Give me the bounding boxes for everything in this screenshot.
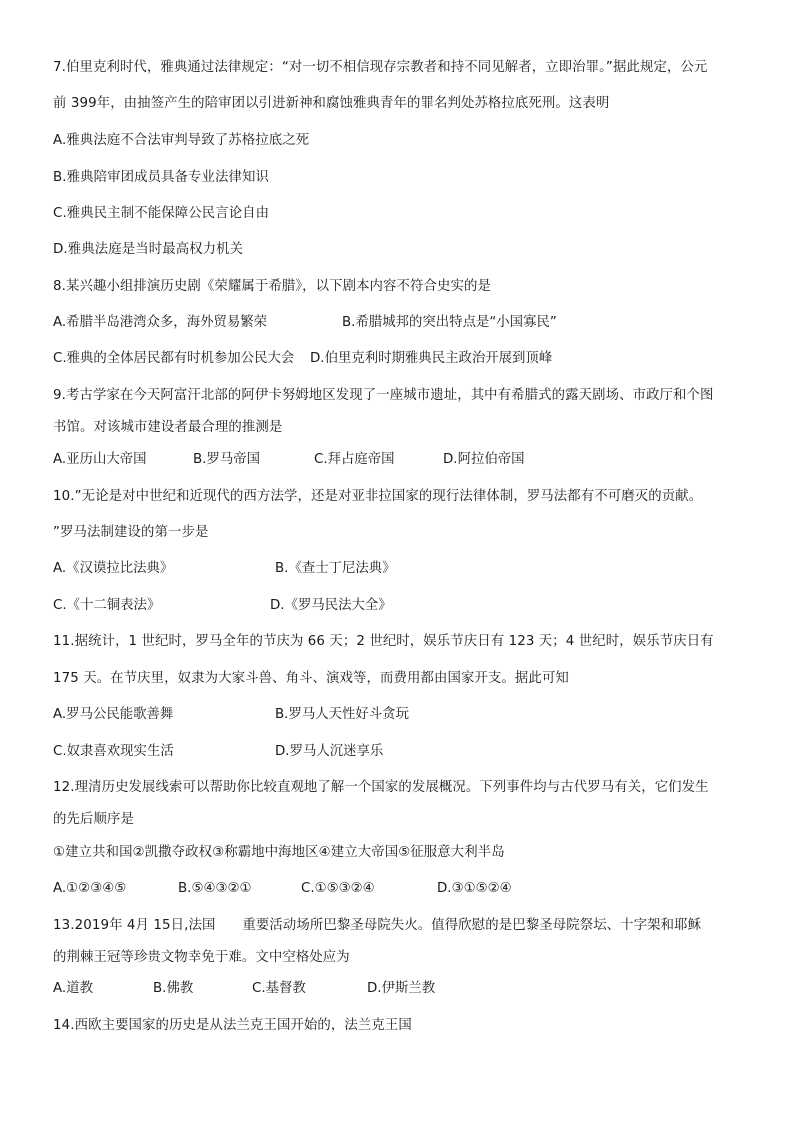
- option-a: A.①②③④⑤: [53, 881, 127, 896]
- option-b: B.罗马帝国: [193, 452, 261, 467]
- option-c: C.基督教: [252, 981, 306, 996]
- option-c: C.《十二铜表法》: [53, 598, 161, 613]
- option-c: C.雅典民主制不能保障公民言论自由: [53, 206, 270, 221]
- option-c: C.拜占庭帝国: [314, 452, 395, 467]
- option-c: C.①⑤③②④: [301, 881, 375, 896]
- question-stem-line: ”罗马法制建设的第一步是: [53, 525, 209, 540]
- option-a: A.雅典法庭不合法审判导致了苏格拉底之死: [53, 133, 310, 148]
- question-stem-line: 12.理清历史发展线索可以帮助你比较直观地了解一个国家的发展概况。下列事件均与古代罗马有关，它们发生: [53, 780, 709, 795]
- option-a: A.亚历山大帝国: [53, 452, 147, 467]
- option-d: D.③①⑤②④: [437, 881, 512, 896]
- option-c: C.雅典的全体居民都有时机参加公民大会: [53, 351, 295, 366]
- question-stem-line: 11.据统计，1 世纪时，罗马全年的节庆为 66 天；2 世纪时，娱乐节庆日有 123 天；4 世纪时，娱乐节庆日有: [53, 634, 714, 649]
- question-stem-line: 前 399年，由抽签产生的陪审团以引进新神和腐蚀雅典青年的罪名判处苏格拉底死刑。这表明: [53, 96, 610, 111]
- option-d: D.雅典法庭是当时最高权力机关: [53, 242, 244, 257]
- option-a: A.道教: [53, 981, 93, 996]
- option-c: C.奴隶喜欢现实生活: [53, 744, 174, 759]
- question-stem-line: 的荆棘王冠等珍贵文物幸免于难。文中空格处应为: [53, 950, 350, 965]
- question-stem-line: 10.”无论是对中世纪和近现代的西方法学，还是对亚非拉国家的现行法律体制，罗马法都有不可磨灭的贡献。: [53, 489, 703, 504]
- option-d: D.罗马人沉迷享乐: [275, 744, 384, 759]
- question-stem-line: 13.2019年 4月 15日,法国 重要活动场所巴黎圣母院失火。值得欣慰的是巴黎圣母院祭坛、十字架和耶稣: [53, 918, 702, 933]
- question-stem-line: 8.某兴趣小组排演历史剧《荣耀属于希腊》，以下剧本内容不符合史实的是: [53, 279, 491, 294]
- option-b: B.《查士丁尼法典》: [275, 561, 396, 576]
- option-a: A.《汉谟拉比法典》: [53, 561, 174, 576]
- option-d: D.《罗马民法大全》: [270, 598, 392, 613]
- option-d: D.伯里克利时期雅典民主政治开展到顶峰: [310, 351, 553, 366]
- option-d: D.伊斯兰教: [367, 981, 436, 996]
- option-b: B.罗马人天性好斗贪玩: [275, 707, 409, 722]
- question-stem-line: 9.考古学家在今天阿富汗北部的阿伊卡努姆地区发现了一座城市遗址，其中有希腊式的露天剧场、市政厅和个图: [53, 388, 714, 403]
- event-list: ①建立共和国②凯撒夺政权③称霸地中海地区④建立大帝国⑤征服意大利半岛: [53, 845, 505, 860]
- option-b: B.希腊城邦的突出特点是“小国寡民”: [342, 315, 557, 330]
- option-b: B.佛教: [153, 981, 194, 996]
- question-stem-line: 7.伯里克利时代，雅典通过法律规定：“对一切不相信现存宗教者和持不同见解者，立即治罪。”据此规定，公元: [53, 60, 708, 75]
- question-stem-line: 175 天。在节庆里，奴隶为大家斗兽、角斗、演戏等，而费用都由国家开支。据此可知: [53, 671, 569, 686]
- option-b: B.⑤④③②①: [178, 881, 252, 896]
- option-a: A.希腊半岛港湾众多，海外贸易繁荣: [53, 315, 268, 330]
- option-d: D.阿拉伯帝国: [443, 452, 525, 467]
- question-stem-line: 14.西欧主要国家的历史是从法兰克王国开始的，法兰克王国: [53, 1018, 412, 1033]
- question-stem-line: 的先后顺序是: [53, 812, 134, 827]
- option-a: A.罗马公民能歌善舞: [53, 707, 174, 722]
- option-b: B.雅典陪审团成员具备专业法律知识: [53, 170, 270, 185]
- question-stem-line: 书馆。对该城市建设者最合理的推测是: [53, 420, 283, 435]
